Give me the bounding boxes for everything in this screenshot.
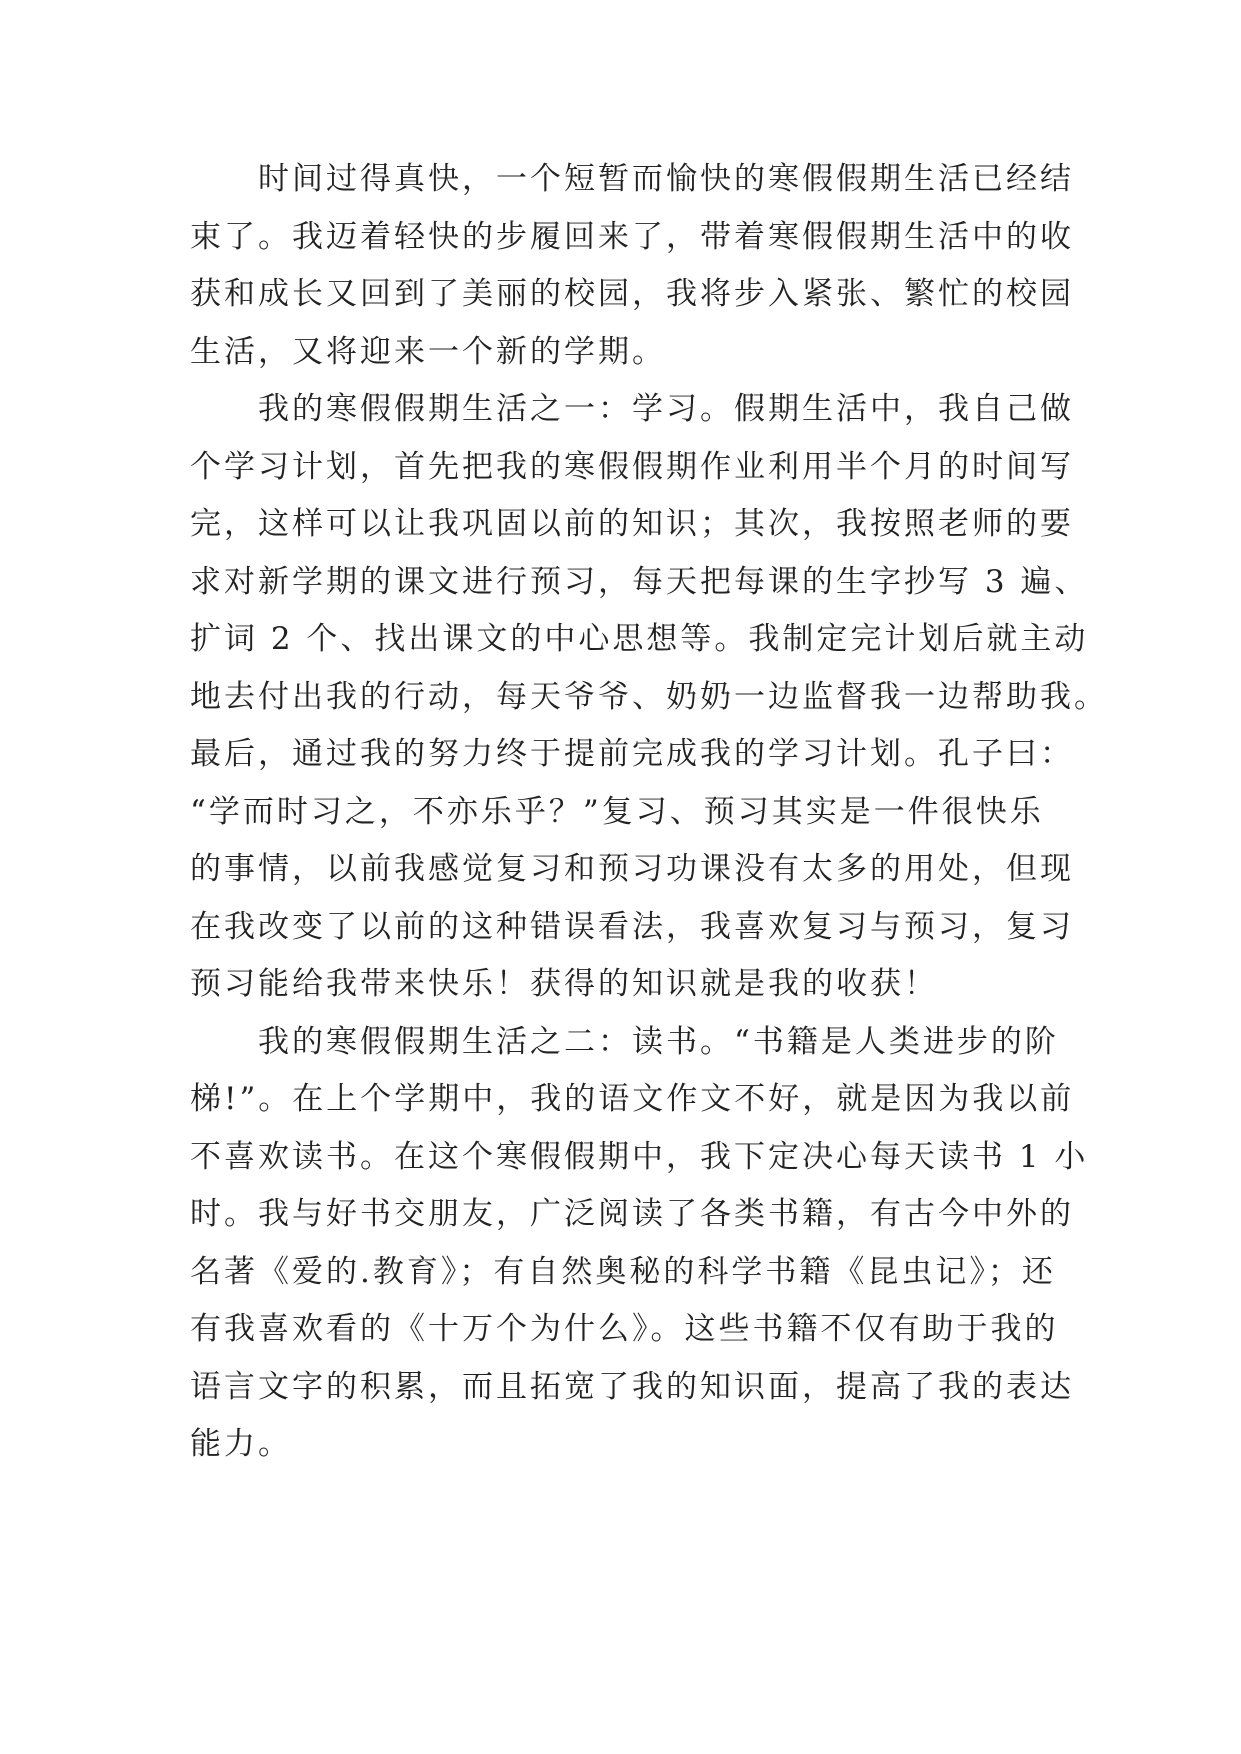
paragraph-line: 不喜欢读书。在这个寒假假期中，我下定决心每天读书 1 小 <box>190 1138 1089 1175</box>
paragraph-line: 生活，又将迎来一个新的学期。 <box>190 333 666 370</box>
paragraph-line: 扩词 2 个、找出课文的中心思想等。我制定完计划后就主动 <box>190 621 1089 657</box>
paragraph-line: 获和成长又回到了美丽的校园，我将步入紧张、繁忙的校园 <box>190 276 1074 312</box>
paragraph-line: 时。我与好书交朋友，广泛阅读了各类书籍，有古今中外的 <box>190 1196 1074 1232</box>
paragraph-line: 束了。我迈着轻快的步履回来了，带着寒假假期生活中的收 <box>190 218 1074 255</box>
paragraph-line: 名著《爱的.教育》；有自然奥秘的科学书籍《昆虫记》；还 <box>190 1253 1056 1290</box>
paragraph-line: 时间过得真快，一个短暂而愉快的寒假假期生活已经结 <box>258 161 1074 197</box>
paragraph-line: 最后，通过我的努力终于提前完成我的学习计划。孔子曰： <box>190 736 1074 772</box>
paragraph-line: 能力。 <box>190 1426 292 1462</box>
paragraph-line: “学而时习之，不亦乐乎？”复习、预习其实是一件很快乐 <box>190 793 1044 830</box>
paragraph-line: 求对新学期的课文进行预习，每天把每课的生字抄写 3 遍、 <box>190 563 1089 600</box>
document-body <box>190 151 1108 1474</box>
paragraph-line: 个学习计划，首先把我的寒假假期作业利用半个月的时间写 <box>190 448 1074 485</box>
paragraph-line: 有我喜欢看的《十万个为什么》。这些书籍不仅有助于我的 <box>190 1311 1059 1347</box>
paragraph-1 <box>190 151 1074 381</box>
paragraph-line: 完，这样可以让我巩固以前的知识；其次，我按照老师的要 <box>190 506 1074 542</box>
paragraph-line: 在我改变了以前的这种错误看法，我喜欢复习与预习，复习 <box>190 908 1074 945</box>
paragraph-line: 梯!”。在上个学期中，我的语文作文不好，就是因为我以前 <box>190 1081 1075 1117</box>
paragraph-2 <box>190 381 1108 1014</box>
paragraph-line: 语言文字的积累，而且拓宽了我的知识面，提高了我的表达 <box>190 1368 1074 1405</box>
paragraph-line: 我的寒假假期生活之一：学习。假期生活中，我自己做 <box>258 391 1074 427</box>
paragraph-3 <box>190 1014 1089 1474</box>
paragraph-line: 地去付出我的行动，每天爷爷、奶奶一边监督我一边帮助我。 <box>190 678 1108 715</box>
paragraph-line: 的事情，以前我感觉复习和预习功课没有太多的用处，但现 <box>190 851 1074 887</box>
paragraph-line: 我的寒假假期生活之二：读书。“书籍是人类进步的阶 <box>258 1023 1059 1060</box>
paragraph-line: 预习能给我带来快乐！获得的知识就是我的收获！ <box>190 966 938 1002</box>
